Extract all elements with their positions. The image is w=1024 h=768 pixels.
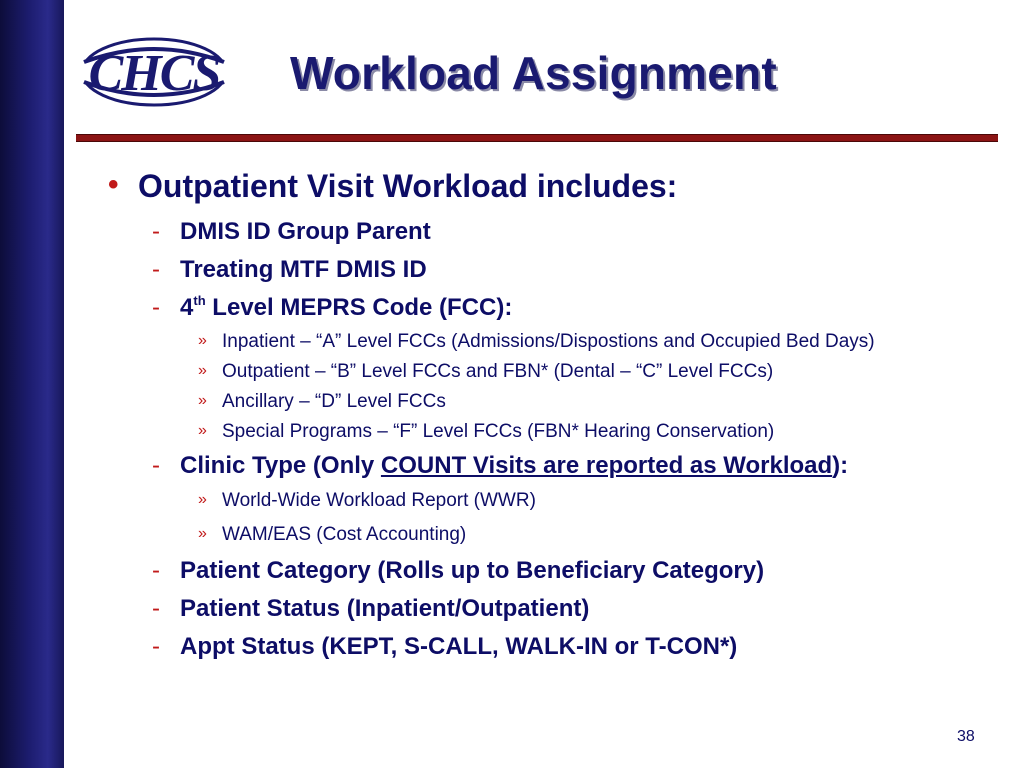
meprs-rest: Level MEPRS Code (FCC): [205,294,513,321]
chcs-logo [74,32,234,112]
page-number: 38 [957,728,975,745]
sub-marker: » [198,362,207,379]
dash-marker: - [152,633,160,660]
sub-item-text: Inpatient – “A” Level FCCs (Admissions/Dispostions and Occupied Bed Days) [222,331,875,352]
list-item-text: Appt Status (KEPT, S-CALL, WALK-IN or T-CON*) [180,633,738,660]
sub-marker: » [198,332,207,349]
dash-marker: - [152,452,160,479]
dash-marker: - [152,218,160,245]
dash-marker: - [152,256,160,283]
sub-item-text: Special Programs – “F” Level FCCs (FBN* Hearing Conservation) [222,421,775,442]
sub-item-text: World-Wide Workload Report (WWR) [222,490,536,511]
list-item-text [180,294,512,322]
dash-marker: - [152,557,160,584]
main-bullet-text: Outpatient Visit Workload includes: [138,168,678,204]
clinic-type-underlined: COUNT Visits are reported as Workload [380,452,833,479]
sidebar-band [0,0,64,768]
dash-marker: - [152,294,160,321]
sub-marker: » [198,491,207,508]
list-item-text: Patient Status (Inpatient/Outpatient) [180,595,590,622]
sub-marker: » [198,392,207,409]
svg-text:CHCS: CHCS [88,45,220,102]
clinic-type-pre: Clinic Type (Only [180,452,381,479]
slide-title: Workload Assignment [290,47,777,99]
title-divider [76,134,998,142]
meprs-number: 4 [180,294,194,321]
dash-marker: - [152,595,160,622]
sub-item-text: WAM/EAS (Cost Accounting) [222,524,467,545]
sub-item-text: Ancillary – “D” Level FCCs [222,391,446,412]
sub-marker: » [198,525,207,542]
bullet-marker: • [108,168,119,201]
list-item-text: Patient Category (Rolls up to Beneficiary Category) [180,557,765,584]
list-item-text: Treating MTF DMIS ID [180,256,427,283]
sub-marker: » [198,422,207,439]
list-item-text: DMIS ID Group Parent [180,218,431,245]
list-item-text [180,452,848,480]
sub-item-text: Outpatient – “B” Level FCCs and FBN* (Dental – “C” Level FCCs) [222,361,774,382]
meprs-superscript: th [193,293,206,308]
clinic-type-post: ): [832,452,849,479]
